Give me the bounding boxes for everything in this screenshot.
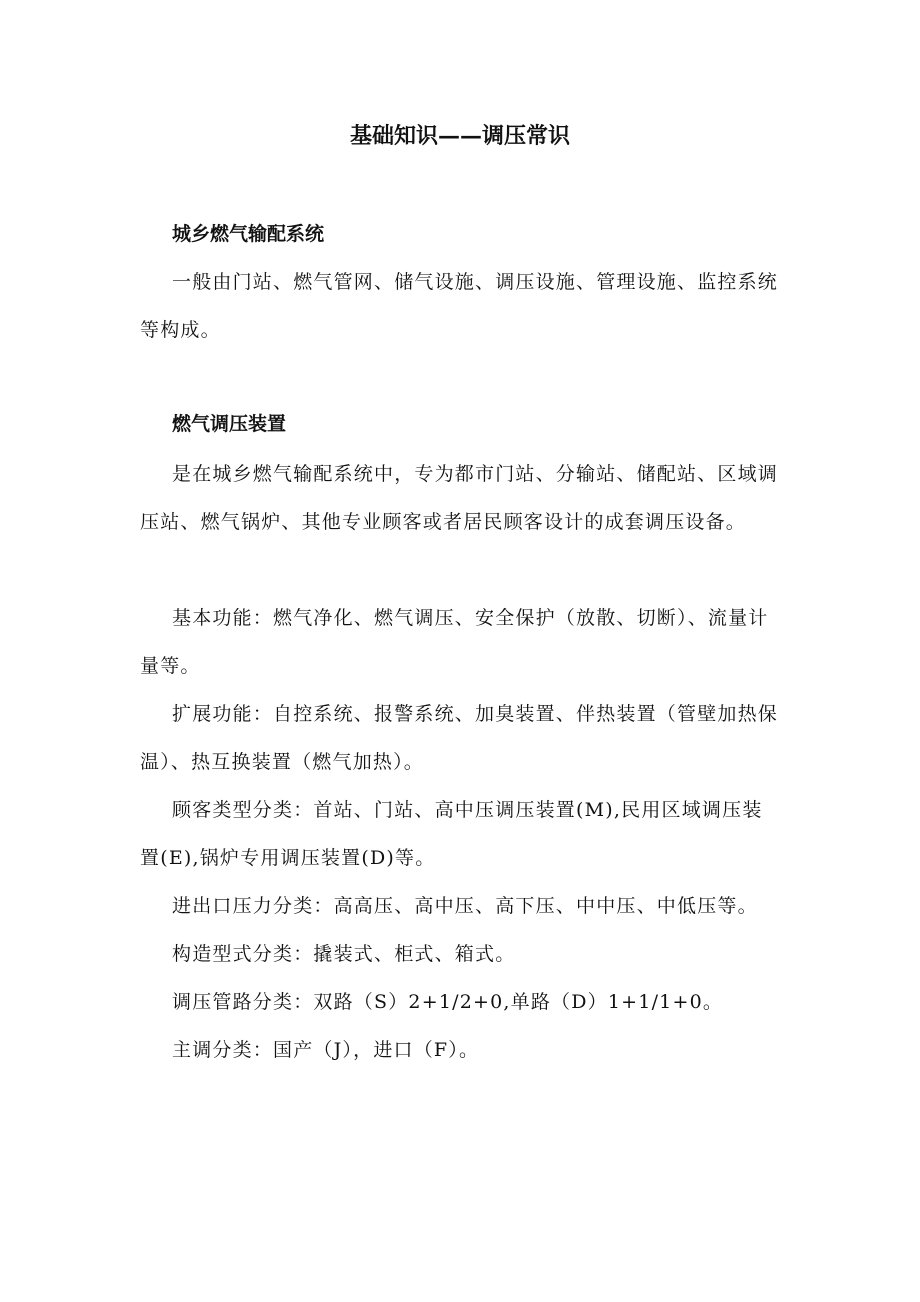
paragraph-pipeline-classification: 调压管路分类：双路（S）2+1/2+0,单路（D）1+1/1+0。 xyxy=(172,991,724,1013)
paragraph-pressure-classification: 进出口压力分类：高高压、高中压、高下压、中中压、中低压等。 xyxy=(172,895,758,917)
paragraph-customer-type-classification: 顾客类型分类：首站、门站、高中压调压装置(M),民用区域调压装置(E),锅炉专用调压装置(D)等。 xyxy=(140,799,763,869)
paragraph-main-regulator-classification: 主调分类：国产（J），进口（F）。 xyxy=(172,1039,480,1061)
paragraph-device-definition: 是在城乡燃气输配系统中，专为都市门站、分输站、储配站、区域调压站、燃气锅炉、其他专业顾客或者居民顾客设计的成套调压设备。 xyxy=(140,463,779,533)
paragraph-extended-functions: 扩展功能：自控系统、报警系统、加臭装置、伴热装置（管壁加热保温）、热互换装置（燃气加热）。 xyxy=(140,703,779,773)
section-heading-pressure-regulating-device: 燃气调压装置 xyxy=(172,413,287,435)
paragraph-basic-functions: 基本功能：燃气净化、燃气调压、安全保护（放散、切断）、流量计量等。 xyxy=(140,607,769,677)
paragraph-structure-classification: 构造型式分类：撬装式、柜式、箱式。 xyxy=(172,943,516,965)
section-heading-gas-distribution-system: 城乡燃气输配系统 xyxy=(172,223,325,245)
paragraph-system-composition: 一般由门站、燃气管网、储气设施、调压设施、管理设施、监控系统等构成。 xyxy=(140,271,779,341)
document-title: 基础知识——调压常识 xyxy=(349,123,570,149)
